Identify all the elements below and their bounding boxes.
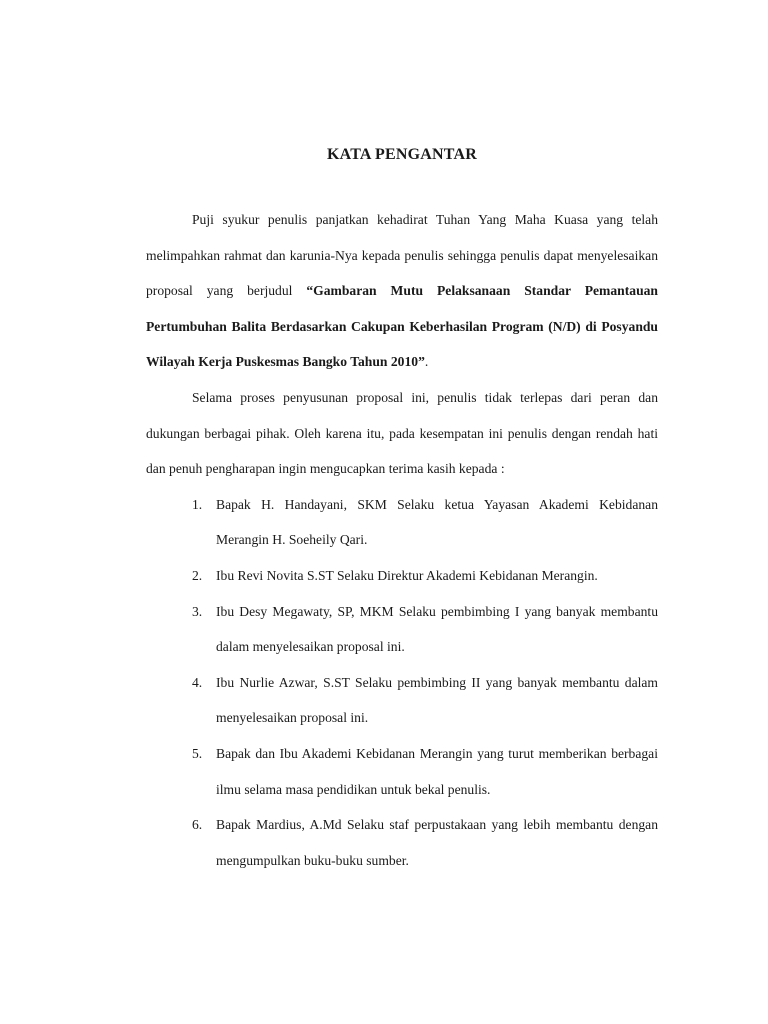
paragraph-intro-end: .	[424, 354, 429, 370]
acknowledgement-list	[146, 487, 658, 879]
list-item	[146, 736, 658, 807]
page-title: KATA PENGANTAR	[327, 146, 477, 163]
list-item-text: Bapak Mardius, A.Md Selaku staf perpustakaan yang lebih membantu dengan mengumpulkan buku-buku sumber.	[216, 817, 658, 868]
list-item-number: 5.	[192, 745, 203, 761]
list-item-text: Bapak H. Handayani, SKM Selaku ketua Yayasan Akademi Kebidanan Merangin H. Soeheily Qari.	[216, 496, 658, 548]
list-item-text: Ibu Desy Megawaty, SP, MKM Selaku pembimbing I yang banyak membantu dalam menyelesaikan proposal ini.	[216, 603, 658, 655]
list-item-text: Ibu Revi Novita S.ST Selaku Direktur Akademi Kebidanan Merangin.	[216, 567, 598, 583]
list-item-text: Ibu Nurlie Azwar, S.ST Selaku pembimbing II yang banyak membantu dalam menyelesaikan proposal ini.	[216, 674, 658, 726]
paragraph-intro	[146, 202, 658, 380]
list-item-number: 2.	[192, 567, 203, 583]
list-item	[146, 665, 658, 736]
list-item	[146, 594, 658, 665]
list-item-number: 3.	[192, 603, 203, 619]
paragraph-thanks: Selama proses penyusunan proposal ini, penulis tidak terlepas dari peran dan dukungan berbagai pihak. Oleh karena itu, pada kesempatan ini penulis dengan rendah hati dan penuh pengharapan ingin mengucapkan terima kasih kepada :	[146, 389, 658, 477]
paragraph-intro-text: Puji syukur penulis panjatkan kehadirat Tuhan Yang Maha Kuasa yang telah melimpahkan rahmat dan karunia-Nya kepada penulis sehingga penulis dapat menyelesaikan proposal yang berjudul	[146, 212, 658, 299]
list-item-number: 6.	[192, 817, 203, 833]
list-item-number: 4.	[192, 674, 203, 690]
list-item-number: 1.	[192, 496, 203, 512]
list-item	[146, 487, 658, 558]
proposal-title: “Gambaran Mutu Pelaksanaan Standar Pemantauan Pertumbuhan Balita Berdasarkan Cakupan Keberhasilan Program (N/D) di Posyandu Wilayah Kerja Puskesmas Bangko Tahun 2010”	[146, 283, 658, 370]
list-item-text: Bapak dan Ibu Akademi Kebidanan Merangin yang turut memberikan berbagai ilmu selama masa pendidikan untuk bekal penulis.	[216, 745, 658, 797]
document-body	[146, 202, 658, 878]
list-item	[146, 558, 658, 594]
list-item	[146, 807, 658, 878]
